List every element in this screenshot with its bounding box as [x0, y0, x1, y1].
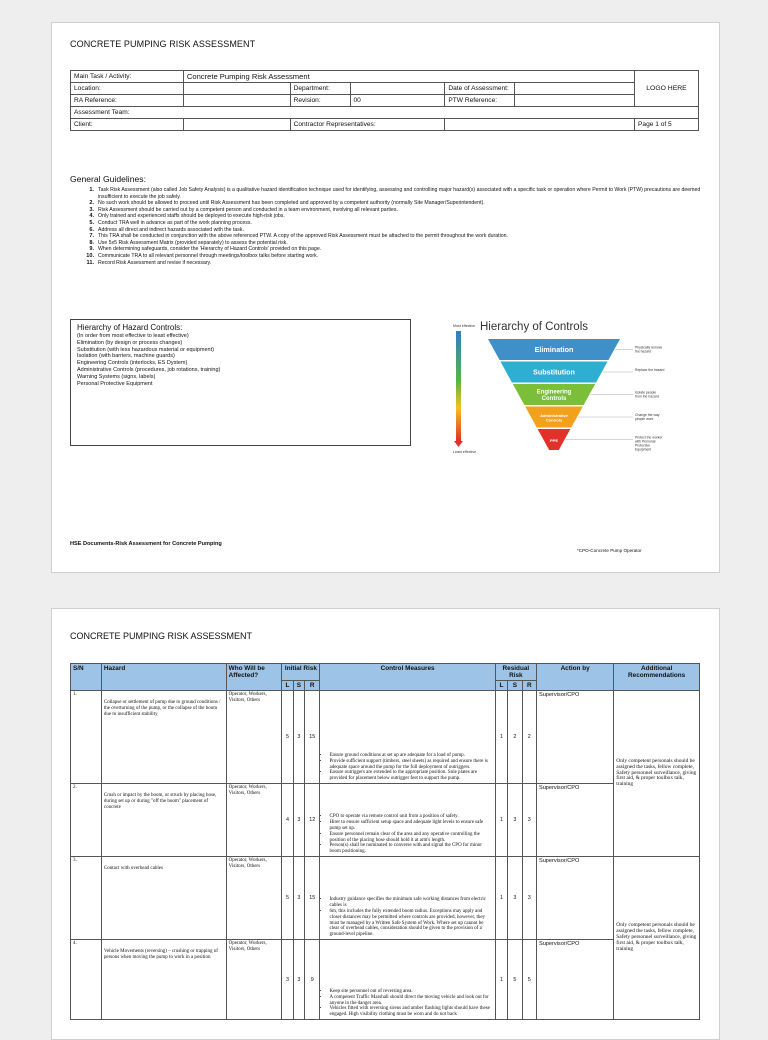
hierarchy-line: Substitution (with less hazardous material or equipment): [77, 346, 214, 353]
guidelines-heading: General Guidelines:: [70, 174, 146, 184]
cell-action-by: Supervisor/CPO: [536, 940, 613, 1020]
date-label: Date of Assessment:: [445, 83, 515, 95]
col-who-affected: Who Will be Affected?: [226, 664, 282, 691]
cell-residual-r: 2: [522, 691, 536, 784]
guideline-text: When determining safeguards, consider the 'Hierarchy of Hazard Controls' provided on this page.: [98, 246, 322, 253]
document-title-page-2: CONCRETE PUMPING RISK ASSESSMENT: [70, 631, 253, 641]
cell-initial-s: 3: [293, 857, 304, 940]
col-initial-risk: Initial Risk: [282, 664, 320, 681]
col-action-by: Action by: [536, 664, 613, 691]
guideline-number: 7.: [89, 233, 94, 240]
footer-note: *CPO-Concrete Pump Operator: [577, 548, 642, 553]
document-page-1: [51, 22, 720, 573]
cell-initial-s: 3: [293, 940, 304, 1020]
cell-initial-l: 3: [282, 940, 293, 1020]
cell-control-measures: [320, 857, 495, 940]
hierarchy-level-label: Elimination: [534, 344, 574, 354]
control-measure-item: • Industry guidance specifies the minimum safe working distances from electric cables is: [329, 897, 492, 909]
hierarchy-of-controls-box: [70, 319, 411, 446]
cell-hazard: Contact with overhead cables: [101, 857, 226, 940]
main-task-label: Main Task / Activity:: [71, 71, 184, 83]
hierarchy-graphic-title: Hierarchy of Controls: [480, 321, 589, 333]
hierarchy-line: Administrative Controls (procedures, job rotations, training): [77, 366, 221, 373]
hierarchy-levels: [488, 339, 665, 452]
col-residual-risk: Residual Risk: [495, 664, 536, 681]
guideline-number: 10.: [86, 252, 94, 259]
cell-control-measures: [320, 940, 495, 1020]
hierarchy-level-label: Controls: [541, 396, 567, 403]
cell-residual-s: 2: [508, 691, 522, 784]
table-row: [71, 691, 700, 784]
guideline-number: 2.: [89, 200, 94, 207]
effectiveness-arrow-head: [454, 441, 463, 447]
cell-residual-s: 3: [508, 784, 522, 857]
cell-sn: 2.: [71, 784, 102, 857]
additional-recommendation-text: Only competent personals should be assigned the tasks, fellow complete, Safety personnel surveillance, giving first aid, & proper toolbox talk, training: [616, 922, 697, 952]
hierarchy-line: (In order from most effective to least effective): [77, 333, 189, 339]
guideline-item: [82, 227, 702, 234]
guideline-item: [82, 187, 702, 200]
cell-action-by: Supervisor/CPO: [536, 857, 613, 940]
cell-residual-s: 5: [508, 940, 522, 1020]
hierarchy-level-note: Physically remove the hazard: [635, 345, 663, 354]
hierarchy-box-lines: [77, 333, 404, 387]
ra-reference-value[interactable]: [183, 95, 290, 107]
table-row: [71, 857, 700, 940]
cell-action-by: Supervisor/CPO: [536, 784, 613, 857]
footer-document-name: HSE Documents-Risk Assessment for Concrete Pumping: [70, 541, 222, 547]
control-measure-item: • Hirer to ensure sufficient setup space and adequate light levels to ensure safe pump set up.: [329, 820, 492, 832]
location-value[interactable]: [183, 83, 290, 95]
cell-who-affected: Operator, Workers, Visitors, Others: [226, 784, 282, 857]
control-measure-item: • Provide sufficient support (timbers, steel sheets) as required and ensure there is adequate space around the pump for the full deployment of outriggers.: [329, 759, 492, 771]
guideline-item: [82, 200, 702, 207]
guidelines-list: [82, 187, 702, 266]
guideline-number: 11.: [86, 259, 94, 266]
control-measure-item: • Ensure personnel remain clear of the area and any operative controlling the position of the placing hose should hold it at arm's length.: [329, 832, 492, 844]
control-measure-item: • Person(s) shall be nominated to converse with and signal the CPO for minor boom positioning.: [329, 843, 492, 855]
guideline-item: [82, 220, 702, 227]
department-label: Department:: [290, 83, 350, 95]
most-effective-label: Most effective: [453, 324, 476, 328]
contractor-value[interactable]: [445, 119, 635, 131]
cell-hazard: Crush or impact by the boom, or struck by placing hose, during set up or during "off the boom" placement of concrete: [101, 784, 226, 857]
main-task-value: Concrete Pumping Risk Assessment: [183, 71, 634, 83]
effectiveness-arrow: [456, 331, 461, 441]
guideline-number: 6.: [89, 226, 94, 233]
cell-initial-r: 12: [305, 784, 320, 857]
hierarchy-level-label: Engineering: [536, 389, 572, 396]
department-value[interactable]: [350, 83, 445, 95]
control-measures-list: [322, 897, 492, 938]
contractor-label: Contractor Representatives:: [290, 119, 445, 131]
ra-reference-label: RA Reference:: [71, 95, 184, 107]
cell-action-by: Supervisor/CPO: [536, 691, 613, 784]
col-sn: S/N: [71, 664, 102, 691]
hierarchy-level-label: Administrative: [540, 413, 568, 419]
guideline-item: [82, 207, 702, 214]
document-page-2: [51, 608, 720, 1040]
guideline-number: 8.: [89, 239, 94, 246]
cell-initial-r: 15: [305, 857, 320, 940]
guideline-item: [82, 240, 702, 247]
guideline-item: [82, 260, 702, 267]
hierarchy-level-note: Isolate people from the hazard: [635, 390, 659, 399]
hierarchy-line: Warning Systems (signs, labels): [77, 373, 156, 380]
cell-initial-l: 5: [282, 691, 293, 784]
guideline-text: Address all direct and indirect hazards associated with the task.: [98, 226, 244, 233]
guideline-number: 1.: [89, 187, 94, 193]
cell-who-affected: Operator, Workers, Visitors, Others: [226, 940, 282, 1020]
guideline-item: [82, 246, 702, 253]
control-measure-item: • Ensure ground conditions at set up are adequate for a load of pump.: [329, 753, 492, 759]
revision-label: Revision:: [290, 95, 350, 107]
cell-who-affected: Operator, Workers, Visitors, Others: [226, 691, 282, 784]
client-value[interactable]: [183, 119, 290, 131]
guideline-text: Risk Assessment should be carried out by a competent person and conducted in a team environment, involving all relevant parties.: [98, 206, 398, 213]
guideline-text: Communicate TRA to all relevant personnel through meetings/toolbox talks before starting work.: [98, 252, 319, 259]
cell-initial-r: 15: [305, 691, 320, 784]
assessment-team-label: Assessment Team:: [71, 107, 699, 119]
cell-residual-s: 3: [508, 857, 522, 940]
guideline-item: [82, 253, 702, 260]
client-label: Client:: [71, 119, 184, 131]
logo-placeholder: LOGO HERE: [635, 71, 699, 107]
guideline-number: 9.: [89, 246, 94, 253]
cell-sn: 3.: [71, 857, 102, 940]
control-measures-list: [322, 989, 492, 1018]
cell-residual-l: 1: [495, 940, 507, 1020]
cell-initial-l: 5: [282, 857, 293, 940]
least-effective-label: Least effective: [453, 450, 477, 454]
col-initial-r: R: [305, 681, 320, 691]
col-initial-s: S: [293, 681, 304, 691]
hierarchy-box-title: Hierarchy of Hazard Controls:: [77, 323, 183, 332]
cell-residual-l: 1: [495, 784, 507, 857]
control-measure-item: • CPO to operate via remote control unit from a position of safety.: [329, 814, 492, 820]
control-measure-item: • A competent Traffic Marshall should direct the moving vehicle and look out for anyone in the danger area.: [329, 995, 492, 1007]
cell-who-affected: Operator, Workers, Visitors, Others: [226, 857, 282, 940]
cell-residual-r: 3: [522, 857, 536, 940]
col-residual-s: S: [508, 681, 522, 691]
assessment-header-table: [70, 70, 699, 131]
ptw-reference-value[interactable]: [515, 95, 635, 107]
cell-control-measures: [320, 691, 495, 784]
control-measure-item: • Ensure outriggers are extended to the appropriate position. Sole plates are provided for placement below outrigger feet to support the pump.: [329, 770, 492, 782]
guideline-number: 5.: [89, 219, 94, 226]
guideline-text: Use 5x5 Risk Assessment Matrix (provided separately) to assess the potential risk.: [98, 239, 288, 246]
guideline-text: This TRA shall be conducted in conjunction with the above referenced PTW. A copy of the approved Risk Assessment must be attached to the permit throughout the work duration.: [98, 233, 508, 240]
guideline-number: 3.: [89, 206, 94, 213]
table-row: [71, 940, 700, 1020]
cell-sn: 4.: [71, 940, 102, 1020]
hierarchy-level-label: Controls: [545, 417, 563, 423]
cell-initial-s: 3: [293, 691, 304, 784]
col-additional-recommendations: Additional Recommendations: [614, 664, 700, 691]
hierarchy-level-label: PPE: [549, 437, 559, 443]
guideline-text: No such work should be allowed to proceed until Risk Assessment has been completed and approved by a competent authority (normally Site Manager/Superintendent).: [98, 200, 485, 207]
cell-initial-l: 4: [282, 784, 293, 857]
hierarchy-level-note: Protect the worker with Personal Protective Equipment: [635, 435, 663, 452]
hierarchy-line: Elimination (by design or process changes): [77, 339, 183, 346]
guideline-number: 4.: [89, 213, 94, 220]
document-title: CONCRETE PUMPING RISK ASSESSMENT: [70, 39, 256, 49]
risk-assessment-table: [70, 663, 700, 1020]
cell-additional-recommendations: [614, 691, 700, 857]
guideline-text: Only trained and experienced staffs should be deployed to execute high-risk jobs.: [98, 213, 285, 220]
location-label: Location:: [71, 83, 184, 95]
guideline-item: [82, 233, 702, 240]
col-hazard: Hazard: [101, 664, 226, 691]
cell-residual-r: 3: [522, 784, 536, 857]
control-measure-item: • Vehicles fitted with reversing sirens and amber flashing lights should have these engaged. High visibility clothing must be worn and do not back: [329, 1006, 492, 1018]
revision-value: 00: [350, 95, 445, 107]
hierarchy-line: Personal Protective Equipment: [77, 380, 153, 387]
hierarchy-level-note: Change the way people work: [635, 413, 660, 421]
col-residual-r: R: [522, 681, 536, 691]
cell-initial-r: 9: [305, 940, 320, 1020]
table-row: [71, 784, 700, 857]
hierarchy-level-note: Replace the hazard: [635, 368, 665, 372]
col-initial-l: L: [282, 681, 293, 691]
additional-recommendation-text: Only competent personals should be assigned the tasks, fellow complete, Safety personnel surveillance, giving first aid, & proper toolbox talk, training: [616, 757, 697, 788]
hierarchy-line: Isolation (with barriers, machine guards): [77, 353, 175, 360]
control-measures-list: [322, 814, 492, 855]
cell-control-measures: [320, 784, 495, 857]
cell-residual-r: 5: [522, 940, 536, 1020]
control-measure-item: • Keep site personnel out of reversing area.: [329, 989, 492, 995]
page-number: Page 1 of 5: [635, 119, 699, 131]
hierarchy-line: Engineering Controls (interlocks, ES Dystem): [77, 360, 188, 367]
guideline-text: Record Risk Assessment and revise if necessary.: [98, 259, 212, 266]
cell-hazard: Vehicle Movements (reversing) – crushing or trapping of persons when moving the pump to work in a position: [101, 940, 226, 1020]
guideline-text: Task Risk Assessment (also called Job Safety Analysis) is a qualitative hazard identification technique used for identifying, assessing and controlling major hazard(s) associated with a specific task or operation where Permit to Work (PTW) precautions are deemed insufficient to execute the job safely.: [98, 187, 701, 200]
hierarchy-of-controls-diagram: [447, 317, 677, 457]
date-value[interactable]: [515, 83, 635, 95]
cell-hazard: Collapse or settlement of pump due to ground conditions / the overturning of the pump, or the collapse of the boom due to insufficient stability: [101, 691, 226, 784]
guideline-text: Conduct TRA well in advance as part of the work planning process.: [98, 219, 252, 226]
cell-sn: 1.: [71, 691, 102, 784]
guideline-item: [82, 213, 702, 220]
col-control-measures: Control Measures: [320, 664, 495, 691]
hierarchy-level-label: Substitution: [533, 367, 575, 377]
cell-initial-s: 3: [293, 784, 304, 857]
col-residual-l: L: [495, 681, 507, 691]
cell-additional-recommendations: [614, 857, 700, 1020]
ptw-reference-label: PTW Reference:: [445, 95, 515, 107]
control-measures-list: [322, 753, 492, 782]
cell-residual-l: 1: [495, 691, 507, 784]
control-measure-item: • 6m, this includes the fully extended boom radius. Exceptions may apply and closer distances may be permitted where controls are provided, however, they must be managed by a Written Safe System of Work. Where set up cannot be clear of overhead cables, consideration should be given to the provision of a ground-level pipeline.: [329, 909, 492, 938]
cell-residual-l: 1: [495, 857, 507, 940]
